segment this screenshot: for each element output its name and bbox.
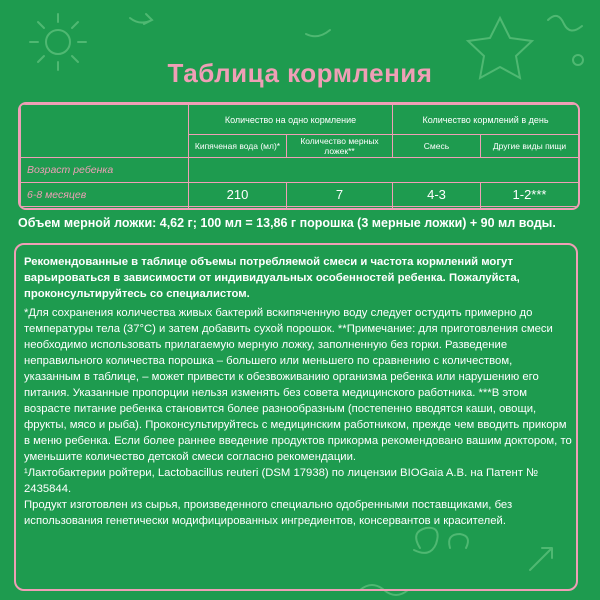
header-spoons: Количество мерных ложек** — [287, 135, 393, 158]
squiggle-doodle-icon — [306, 30, 330, 36]
info-box-text — [24, 254, 572, 529]
table-row — [21, 183, 579, 207]
row-label-age-header: Возраст ребенка — [21, 158, 189, 183]
product-note: Продукт изготовлен из сырья, произведенного специально одобренными поставщиками, без использования генетически модифицированных ингредиентов, консервантов и красителей. — [24, 499, 513, 527]
scoop-volume-note: Объем мерной ложки: 4,62 г; 100 мл = 13,86 г порошка (3 мерные ложки) + 90 мл воды. — [18, 216, 556, 230]
header-formula: Смесь — [393, 135, 481, 158]
spoons-cell: 7 — [287, 183, 393, 207]
header-other-food: Другие виды пищи — [481, 135, 579, 158]
header-water: Кипяченая вода (мл)* — [189, 135, 287, 158]
feeding-table — [18, 102, 580, 210]
page-title: Таблица кормления — [167, 58, 433, 88]
license-note: ¹Лактобактерии ройтери, Lactobacillus reuteri (DSM 17938) по лицензии BIOGaia A.B. на Патент № 2435844. — [24, 467, 539, 495]
table-spacer-cell — [189, 158, 579, 183]
age-cell — [21, 207, 189, 211]
age-cell: 6-8 месяцев — [21, 183, 189, 207]
water-cell — [189, 207, 287, 211]
formula-cell — [393, 207, 481, 211]
header-one-feeding: Количество на одно кормление — [189, 105, 393, 135]
table-row — [21, 207, 579, 211]
formula-cell: 4-3 — [393, 183, 481, 207]
water-cell: 210 — [189, 183, 287, 207]
header-feedings-per-day: Количество кормлений в день — [393, 105, 579, 135]
footnotes-paragraph: *Для сохранения количества живых бактерий вскипяченную воду следует остудить примерно до температуры тела (37°С) и затем добавить сухой порошок. **Примечание: для приготовления смеси необходимо использовать прилагаемую мерную ложку, заполненную без горки. Разведение неправильного количества порошка – большего или меньшего по сравнению с количеством, указанным в таблице, – может привести к обезвоживанию организма ребенка или нарушению его питания. Указанные пропорции нельзя изменять без совета медицинского работника. ***В этом возрасте питание ребенка становится более разнообразным (постепенно вводятся каши, овощи, фрукты, мясо и рыба). Проконсультируйтесь с медицинским работником, прежде чем вводить прикорм в меню ребенка. Если более раннее введение продуктов прикорма рекомендовано вашим доктором, то уменьшите количество детской смеси согласно рекомендации. — [24, 307, 572, 463]
table-corner-cell — [21, 105, 189, 158]
other-food-cell — [481, 207, 579, 211]
spoons-cell — [287, 207, 393, 211]
other-food-cell: 1-2*** — [481, 183, 579, 207]
squiggle-doodle-icon — [548, 16, 582, 31]
arrow-doodle-icon — [130, 14, 152, 24]
recommendation-intro: Рекомендованные в таблице объемы потребляемой смеси и частота кормлений могут варьироваться в зависимости от индивидуальных особенностей ребенка. Пожалуйста, проконсультируйтесь со специалистом. — [24, 256, 520, 300]
